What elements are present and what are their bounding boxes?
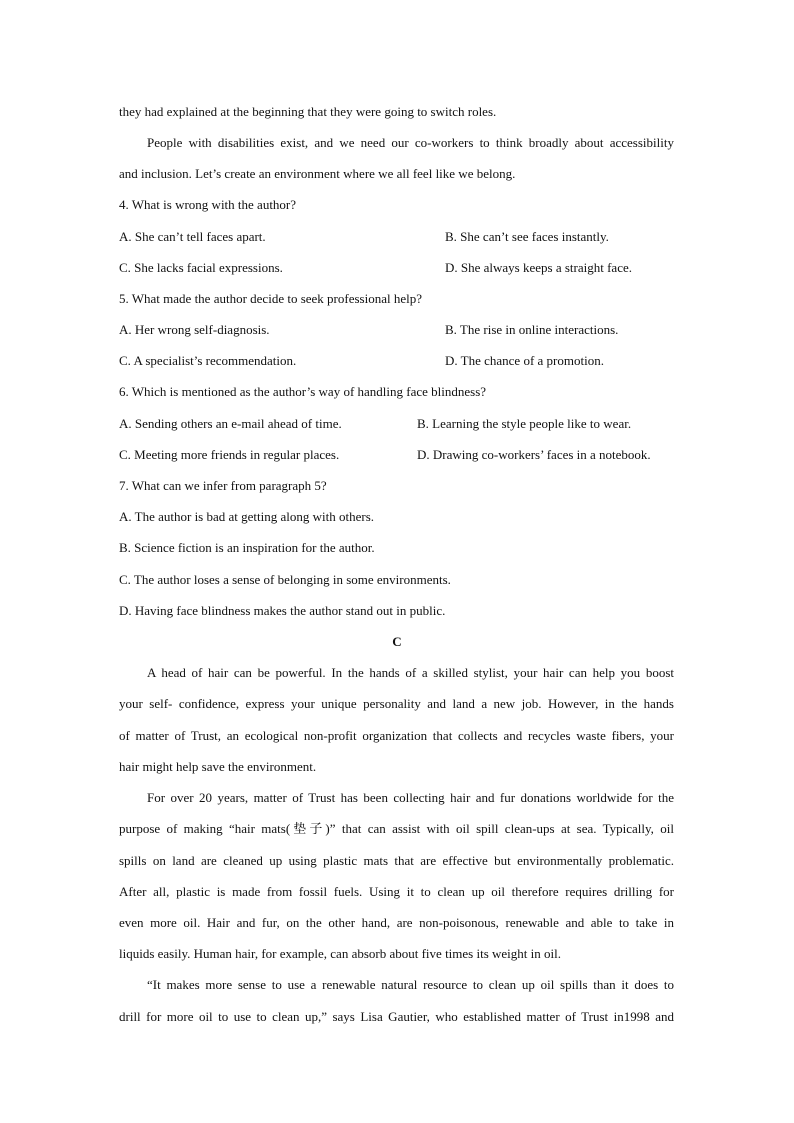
passage-line: they had explained at the beginning that they were going to switch roles. — [119, 104, 497, 119]
paragraph-line: drill for more oil to use to clean up,” says Lisa Gautier, who established matter of Trust in1998 and — [119, 1009, 674, 1024]
option-d: D. Having face blindness makes the author stand out in public. — [119, 603, 446, 618]
paragraph-line: liquids easily. Human hair, for example, can absorb about five times its weight in oil. — [119, 946, 561, 961]
option-d: D. Drawing co-workers’ faces in a notebook. — [417, 447, 651, 462]
option-d: D. She always keeps a straight face. — [445, 260, 632, 275]
option-a: A. The author is bad at getting along with others. — [119, 509, 375, 524]
paragraph-line: For over 20 years, matter of Trust has been collecting hair and fur donations worldwide for the — [147, 790, 674, 805]
passage-line: and inclusion. Let’s create an environment where we all feel like we belong. — [119, 166, 516, 181]
option-c: C. A specialist’s recommendation. — [119, 353, 297, 368]
passage-line: People with disabilities exist, and we need our co-workers to think broadly about accessibility — [147, 135, 674, 150]
paragraph-line: your self- confidence, express your unique personality and land a new job. However, in the hands — [119, 696, 674, 711]
question-stem: 5. What made the author decide to seek professional help? — [119, 291, 422, 306]
option-a: A. She can’t tell faces apart. — [119, 229, 266, 244]
option-c: C. She lacks facial expressions. — [119, 260, 283, 275]
paragraph-line: hair might help save the environment. — [119, 759, 317, 774]
option-a: A. Sending others an e-mail ahead of time. — [119, 416, 342, 431]
paragraph-line: even more oil. Hair and fur, on the other hand, are non-poisonous, renewable and able to take in — [119, 915, 674, 930]
paragraph-line: After all, plastic is made from fossil fuels. Using it to clean up oil therefore requires drilling for — [119, 884, 674, 899]
question-stem: 6. Which is mentioned as the author’s way of handling face blindness? — [119, 384, 487, 399]
option-c: C. Meeting more friends in regular places. — [119, 447, 340, 462]
option-a: A. Her wrong self-diagnosis. — [119, 322, 270, 337]
paragraph-line: purpose of making “hair mats(垫子)” that can assist with oil spill clean-ups at sea. Typically, oil — [119, 821, 674, 836]
option-c: C. The author loses a sense of belonging in some environments. — [119, 572, 451, 587]
option-d: D. The chance of a promotion. — [445, 353, 604, 368]
question-stem: 7. What can we infer from paragraph 5? — [119, 478, 327, 493]
paragraph-line: spills on land are cleaned up using plastic mats that are effective but environmentally problematic. — [119, 853, 674, 868]
section-heading: C — [392, 634, 402, 649]
paragraph-line: of matter of Trust, an ecological non-profit organization that collects and recycles waste fibers, your — [119, 728, 674, 743]
paragraph-line: A head of hair can be powerful. In the hands of a skilled stylist, your hair can help you boost — [147, 665, 674, 680]
paragraph-line: “It makes more sense to use a renewable natural resource to clean up oil spills than it does to — [147, 977, 674, 992]
option-b: B. The rise in online interactions. — [445, 322, 619, 337]
option-b: B. Science fiction is an inspiration for the author. — [119, 540, 375, 555]
option-b: B. She can’t see faces instantly. — [445, 229, 609, 244]
question-stem: 4. What is wrong with the author? — [119, 197, 297, 212]
option-b: B. Learning the style people like to wear. — [417, 416, 632, 431]
